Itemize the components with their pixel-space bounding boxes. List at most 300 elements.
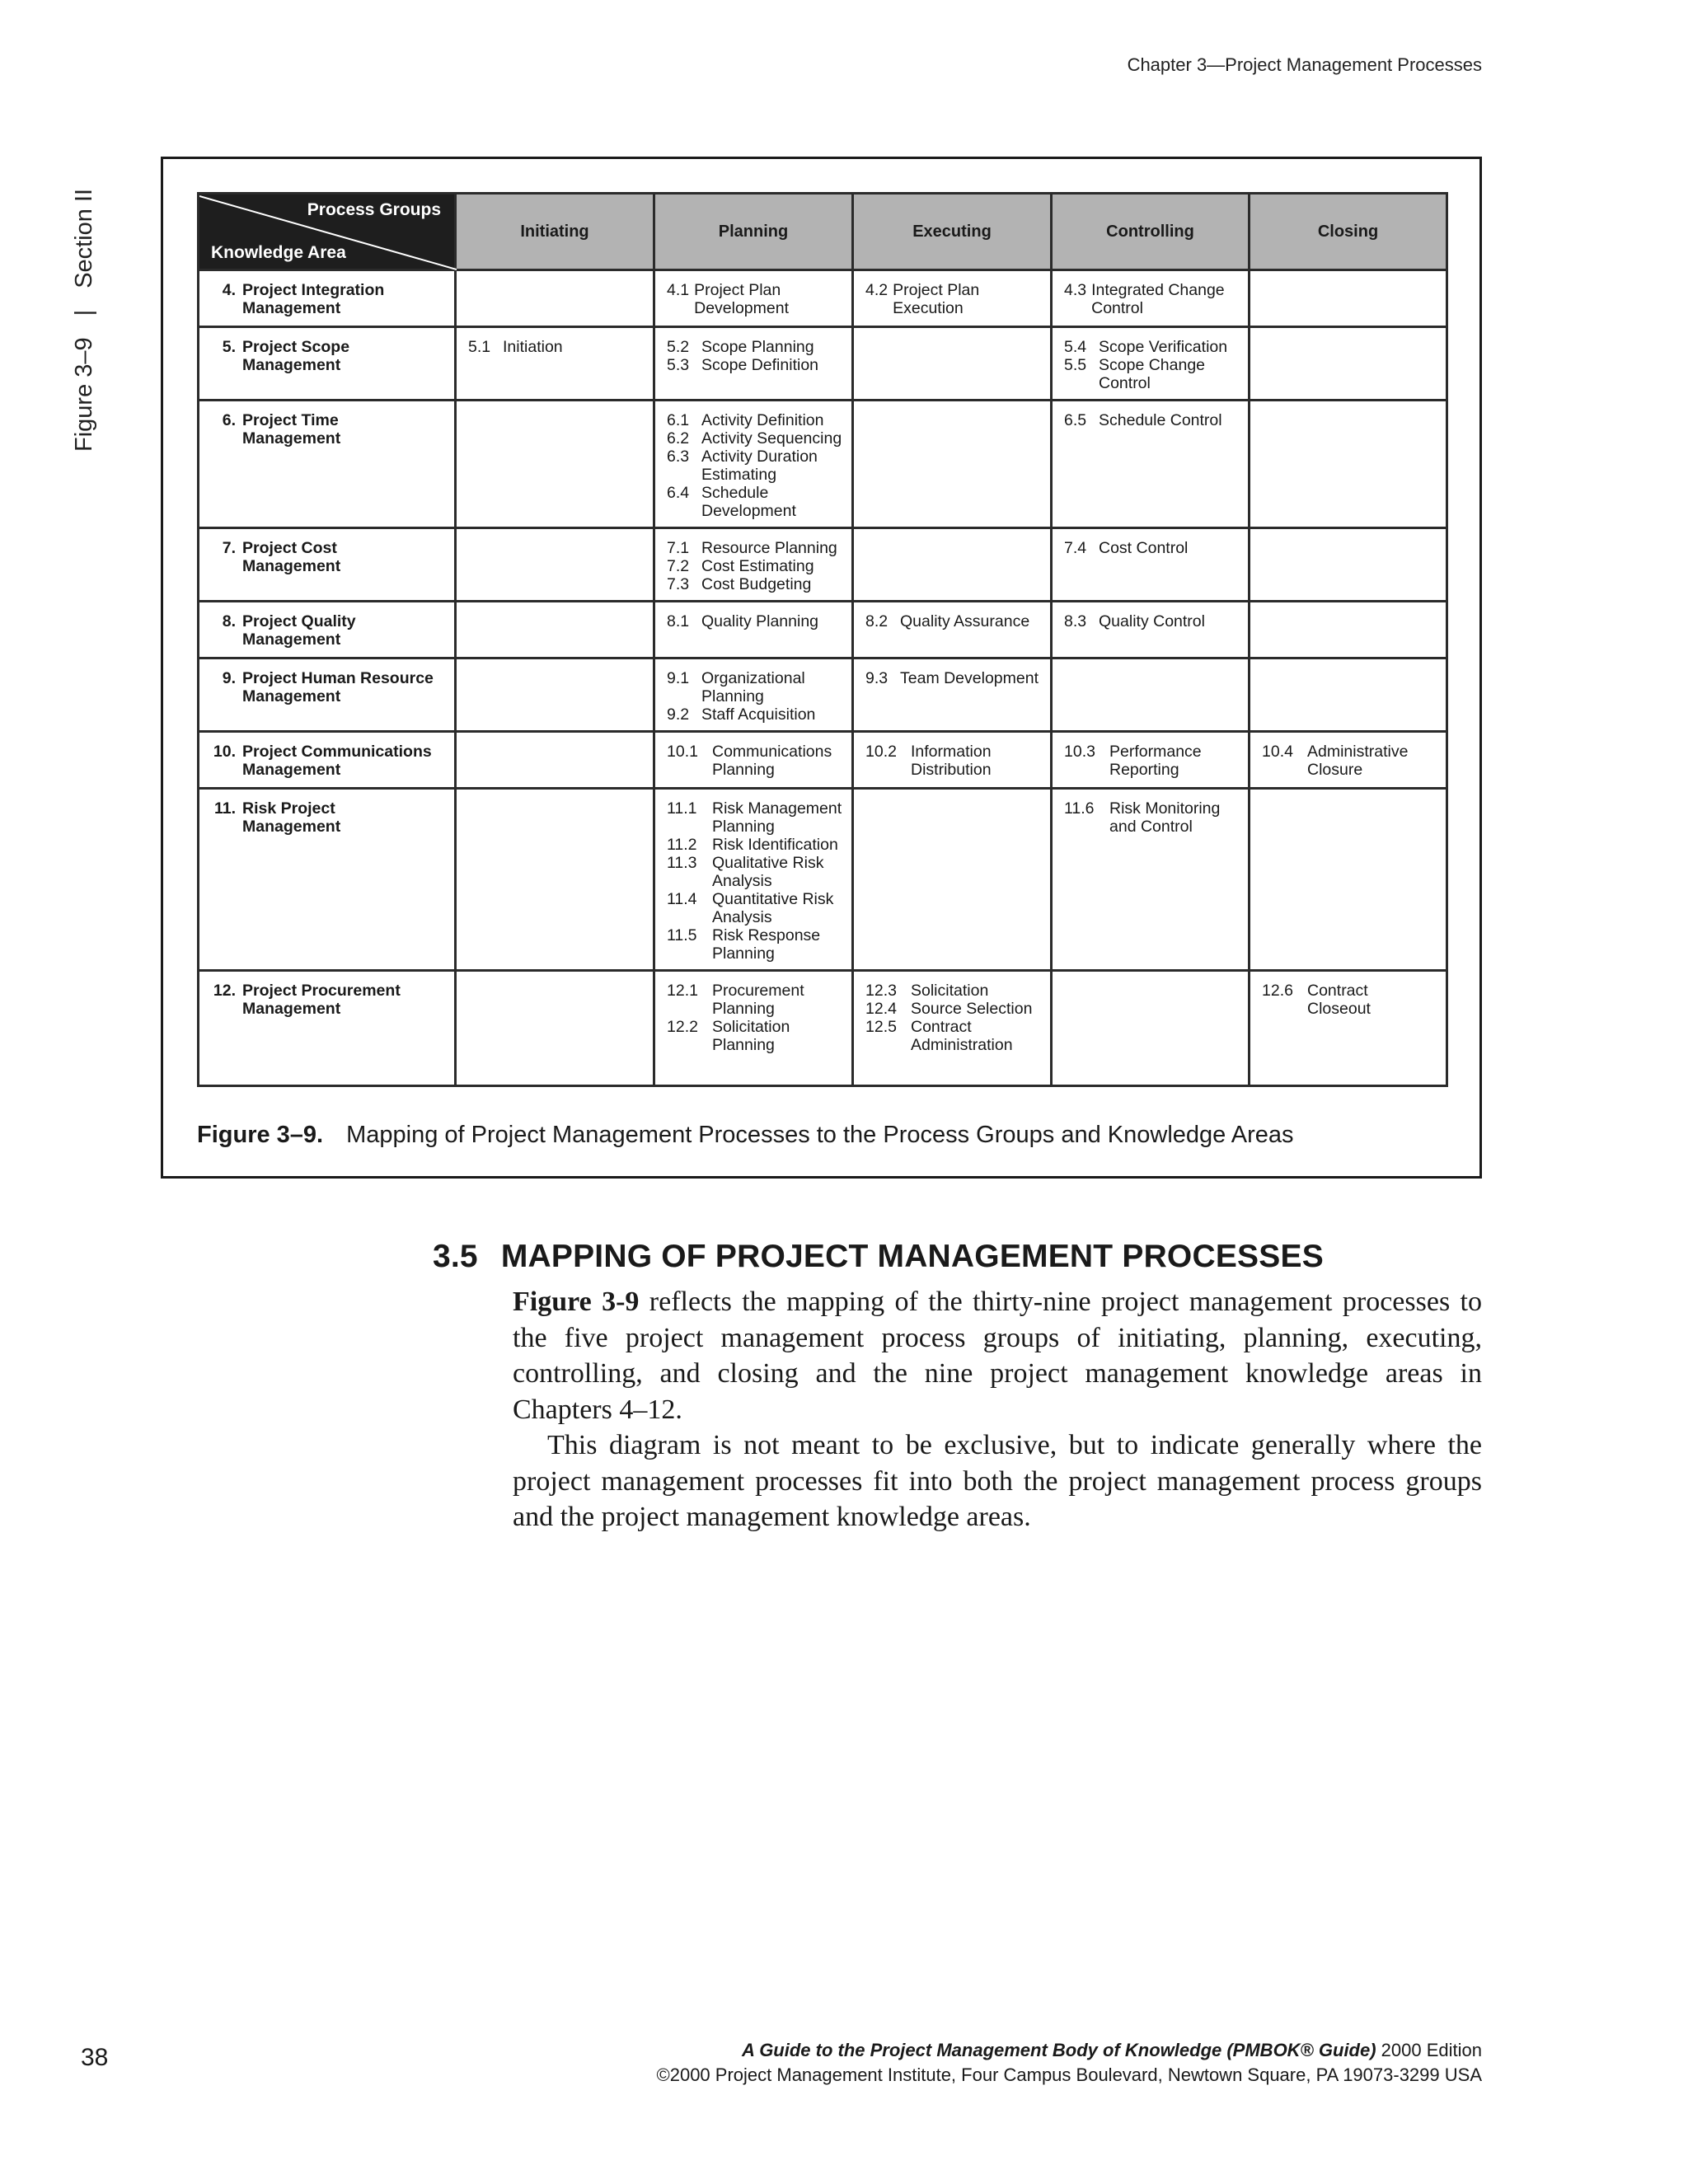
- knowledge-area-label: [211, 411, 446, 448]
- process-cell: [1052, 658, 1250, 732]
- process-name: [1109, 743, 1240, 779]
- process-name: [1307, 743, 1437, 779]
- process-cell: [1250, 270, 1447, 327]
- process-cell: [1250, 401, 1447, 528]
- process-name-line: Planning: [712, 818, 775, 836]
- process-name-line: Cost Budgeting: [701, 575, 812, 593]
- process-item: [1064, 356, 1240, 392]
- process-number: 5.5: [1064, 356, 1087, 374]
- process-name-line: Staff Acquisition: [701, 705, 816, 724]
- process-name-line: Analysis: [712, 908, 772, 926]
- process-name-line: Planning: [712, 1036, 775, 1054]
- knowledge-area-number: 9.: [222, 669, 236, 687]
- process-name-line: Risk Monitoring: [1109, 799, 1221, 818]
- process-name-line: Solicitation: [712, 1018, 790, 1036]
- process-name-line: Activity Definition: [701, 411, 824, 429]
- process-name-line: Qualitative Risk: [712, 854, 824, 872]
- knowledge-area-name: [242, 612, 356, 649]
- process-item: [667, 575, 843, 593]
- knowledge-area-label: [211, 799, 446, 836]
- process-name-line: Organizational: [701, 669, 805, 687]
- knowledge-area-label: [211, 612, 446, 649]
- process-number: 7.1: [667, 539, 690, 557]
- process-name-line: Communications: [712, 743, 832, 761]
- process-cell: [1052, 789, 1250, 971]
- process-number: 8.3: [1064, 612, 1087, 630]
- knowledge-area-name-line: Management: [242, 1000, 341, 1018]
- process-cell: [853, 789, 1052, 971]
- process-item: [667, 1018, 843, 1054]
- process-number: 11.2: [667, 836, 697, 854]
- process-name: [701, 356, 843, 374]
- body-text: [513, 1284, 1482, 1535]
- process-name: [712, 799, 843, 836]
- knowledge-area-number: 4.: [222, 281, 236, 299]
- process-item: [1064, 539, 1240, 557]
- process-item: [667, 743, 843, 779]
- process-name: [701, 338, 843, 356]
- process-name-line: Team Development: [900, 669, 1039, 687]
- footer-book-title: A Guide to the Project Management Body of Knowledge (PMBOK® Guide): [742, 2040, 1376, 2060]
- process-number: 12.5: [865, 1018, 897, 1036]
- process-number: 10.3: [1064, 743, 1095, 761]
- process-name-line: Quality Planning: [701, 612, 819, 630]
- process-name: [900, 669, 1042, 687]
- process-name-line: Execution: [893, 299, 964, 317]
- knowledge-area-name-line: Project Communications: [242, 743, 432, 761]
- process-number: 4.1: [667, 281, 690, 299]
- process-name-line: Solicitation: [911, 982, 989, 1000]
- knowledge-area-row: [199, 789, 1447, 971]
- process-name-line: and Control: [1109, 818, 1193, 836]
- process-groups-header-row: [199, 194, 1447, 270]
- knowledge-area-name-line: Project Quality: [242, 612, 356, 630]
- process-item: [667, 982, 843, 1018]
- process-number: 9.1: [667, 669, 690, 687]
- process-cell: [456, 789, 654, 971]
- process-name-line: Schedule: [701, 484, 769, 502]
- process-name-line: Estimating: [701, 466, 777, 484]
- process-name: [911, 1000, 1042, 1018]
- process-cell: [1052, 528, 1250, 602]
- process-name: [1109, 799, 1240, 836]
- process-name-line: Distribution: [911, 761, 992, 779]
- process-cell: [456, 658, 654, 732]
- process-number: 4.3: [1064, 281, 1087, 299]
- process-item: [865, 669, 1042, 687]
- process-name: [701, 448, 843, 484]
- process-name-line: Source Selection: [911, 1000, 1033, 1018]
- figure-caption-text: Mapping of Project Management Processes to the Process Groups and Knowledge Areas: [346, 1122, 1294, 1148]
- process-item: [468, 338, 645, 356]
- process-cell: [456, 270, 654, 327]
- process-item: [865, 1018, 1042, 1054]
- knowledge-area-cell: [199, 401, 456, 528]
- process-cell: [654, 732, 853, 789]
- process-name: [701, 612, 843, 630]
- knowledge-area-name-line: Management: [242, 356, 341, 374]
- knowledge-area-row: [199, 401, 1447, 528]
- process-name-line: Planning: [712, 1000, 775, 1018]
- process-cell: [853, 658, 1052, 732]
- knowledge-area-name: [242, 338, 349, 374]
- process-cell: [654, 971, 853, 1086]
- process-name-line: Procurement: [712, 982, 804, 1000]
- knowledge-area-name: [242, 799, 340, 836]
- process-cell: [654, 602, 853, 658]
- process-cell: [1250, 327, 1447, 401]
- body-paragraph: [513, 1284, 1482, 1427]
- corner-knowledge-area-label: Knowledge Area: [211, 243, 346, 262]
- knowledge-area-name-line: Project Time: [242, 411, 339, 429]
- process-cell: [1250, 789, 1447, 971]
- process-name: [900, 612, 1042, 630]
- process-item: [667, 926, 843, 963]
- process-name: [712, 854, 843, 890]
- knowledge-area-number: 12.: [213, 982, 236, 1000]
- figure-caption-number: Figure 3–9.: [197, 1122, 324, 1148]
- knowledge-area-name-line: Management: [242, 818, 341, 836]
- knowledge-area-name-line: Management: [242, 299, 341, 317]
- process-item: [1064, 799, 1240, 836]
- process-name: [712, 926, 843, 963]
- knowledge-area-number: 11.: [213, 799, 236, 818]
- knowledge-area-name-line: Project Cost: [242, 539, 337, 557]
- process-name-line: Development: [694, 299, 790, 317]
- process-number: 10.4: [1262, 743, 1293, 761]
- knowledge-area-name-line: Risk Project: [242, 799, 335, 818]
- process-number: 8.2: [865, 612, 889, 630]
- process-name-line: Development: [701, 502, 796, 520]
- process-name-line: Initiation: [503, 338, 563, 356]
- process-number: 12.2: [667, 1018, 698, 1036]
- knowledge-area-name: [242, 669, 434, 705]
- process-name: [911, 1018, 1042, 1054]
- process-number: 9.2: [667, 705, 690, 724]
- process-cell: [1250, 658, 1447, 732]
- process-cell: [1052, 971, 1250, 1086]
- process-name: [701, 575, 843, 593]
- process-name-line: Closure: [1307, 761, 1363, 779]
- process-cell: [654, 528, 853, 602]
- footer: [657, 2038, 1482, 2088]
- process-name-line: Risk Response: [712, 926, 821, 944]
- process-name-line: Integrated Change: [1091, 281, 1225, 299]
- process-item: [667, 411, 843, 429]
- figure-reference: Figure 3-9: [513, 1286, 640, 1317]
- process-name: [712, 743, 843, 779]
- footer-line-2: ©2000 Project Management Institute, Four Campus Boulevard, Newtown Square, PA 19073-3299 USA: [656, 2064, 1482, 2085]
- process-name: [1099, 356, 1240, 392]
- knowledge-area-cell: [199, 327, 456, 401]
- process-name: [712, 982, 843, 1018]
- process-name-line: Planning: [712, 761, 775, 779]
- process-name-line: Control: [1091, 299, 1143, 317]
- process-cell: [654, 327, 853, 401]
- knowledge-area-name-line: Management: [242, 429, 341, 448]
- process-name-line: Schedule Control: [1099, 411, 1222, 429]
- knowledge-area-number: 6.: [222, 411, 236, 429]
- process-cell: [1052, 401, 1250, 528]
- process-name: [1307, 982, 1437, 1018]
- process-name-line: Scope Verification: [1099, 338, 1228, 356]
- process-cell: [456, 732, 654, 789]
- process-number: 11.5: [667, 926, 697, 944]
- knowledge-area-name-line: Project Integration: [242, 281, 385, 299]
- process-name-line: Planning: [701, 687, 764, 705]
- process-name-line: Contract: [911, 1018, 972, 1036]
- process-cell: [654, 658, 853, 732]
- process-cell: [853, 270, 1052, 327]
- process-name-line: Quantitative Risk: [712, 890, 834, 908]
- process-item: [667, 669, 843, 705]
- process-name: [712, 836, 843, 854]
- process-item: [1064, 338, 1240, 356]
- process-cell: [456, 971, 654, 1086]
- knowledge-area-cell: [199, 971, 456, 1086]
- process-item: [865, 1000, 1042, 1018]
- body-paragraph: This diagram is not meant to be exclusive, but to indicate generally where the project management processes fit into both the project management process groups and the project management knowledge areas.: [513, 1430, 1482, 1532]
- section-number: 3.5: [433, 1239, 478, 1274]
- paragraph-text: reflects the mapping of the thirty-nine project management processes to the five project management process groups of initiating, planning, executing, controlling, and closing and the nine project management knowledge areas in Chapters 4–12.: [513, 1286, 1483, 1425]
- process-name: [701, 411, 843, 429]
- knowledge-area-cell: [199, 658, 456, 732]
- process-number: 6.2: [667, 429, 690, 448]
- process-cell: [1052, 270, 1250, 327]
- process-number: 11.3: [667, 854, 697, 872]
- knowledge-area-row: [199, 658, 1447, 732]
- process-name: [701, 539, 843, 557]
- process-name-line: Analysis: [712, 872, 772, 890]
- process-number: 9.3: [865, 669, 889, 687]
- side-tab-divider: |: [71, 309, 97, 316]
- process-name-line: Project Plan: [893, 281, 980, 299]
- process-name: [694, 281, 843, 317]
- process-group-header: Controlling: [1052, 194, 1250, 270]
- knowledge-area-name: [242, 411, 340, 448]
- process-number: 11.4: [667, 890, 697, 908]
- process-cell: [1250, 602, 1447, 658]
- process-name: [701, 429, 843, 448]
- process-cell: [654, 270, 853, 327]
- knowledge-area-number: 8.: [222, 612, 236, 630]
- process-item: [667, 338, 843, 356]
- process-name: [503, 338, 645, 356]
- process-name: [701, 669, 843, 705]
- process-item: [667, 854, 843, 890]
- process-group-header: Initiating: [456, 194, 654, 270]
- process-name-line: Scope Change: [1099, 356, 1206, 374]
- process-cell: [853, 327, 1052, 401]
- footer-line-1: [657, 2038, 1482, 2063]
- section-title: MAPPING OF PROJECT MANAGEMENT PROCESSES: [500, 1239, 1324, 1274]
- page-number: 38: [81, 2044, 109, 2071]
- process-name-line: Project Plan: [694, 281, 781, 299]
- process-name: [1099, 612, 1240, 630]
- process-item: [667, 799, 843, 836]
- knowledge-area-number: 10.: [213, 743, 236, 761]
- process-item: [667, 557, 843, 575]
- process-item: [865, 612, 1042, 630]
- process-name: [712, 890, 843, 926]
- process-number: 7.3: [667, 575, 690, 593]
- table-corner-header: [199, 194, 456, 270]
- knowledge-area-row: [199, 270, 1447, 327]
- process-number: 11.1: [667, 799, 697, 818]
- process-cell: [456, 401, 654, 528]
- knowledge-area-label: [211, 743, 446, 779]
- process-number: 12.4: [865, 1000, 897, 1018]
- side-tab-figure: Figure 3–9: [71, 337, 97, 452]
- process-item: [667, 539, 843, 557]
- process-cell: [1250, 732, 1447, 789]
- process-cell: [654, 401, 853, 528]
- knowledge-area-name-line: Management: [242, 557, 341, 575]
- figure-frame: [161, 157, 1482, 1179]
- knowledge-area-name: [242, 281, 384, 317]
- process-name: [893, 281, 1042, 317]
- process-number: 7.2: [667, 557, 690, 575]
- process-number: 6.5: [1064, 411, 1087, 429]
- footer-edition: 2000 Edition: [1376, 2040, 1482, 2060]
- process-group-header: Planning: [654, 194, 853, 270]
- knowledge-area-row: [199, 528, 1447, 602]
- process-name-line: Scope Definition: [701, 356, 819, 374]
- process-cell: [1250, 971, 1447, 1086]
- process-name-line: Planning: [712, 944, 775, 963]
- process-name-line: Cost Control: [1099, 539, 1189, 557]
- process-number: 12.3: [865, 982, 897, 1000]
- process-number: 6.3: [667, 448, 690, 466]
- process-cell: [853, 528, 1052, 602]
- knowledge-area-label: [211, 539, 446, 575]
- process-item: [1064, 612, 1240, 630]
- process-name: [712, 1018, 843, 1054]
- process-cell: [853, 602, 1052, 658]
- process-number: 12.6: [1262, 982, 1293, 1000]
- process-name-line: Reporting: [1109, 761, 1179, 779]
- knowledge-area-label: [211, 338, 446, 374]
- process-number: 10.2: [865, 743, 897, 761]
- corner-process-groups-label: Process Groups: [307, 200, 441, 219]
- process-name-line: Closeout: [1307, 1000, 1371, 1018]
- process-number: 5.4: [1064, 338, 1087, 356]
- process-name-line: Quality Control: [1099, 612, 1205, 630]
- process-name-line: Activity Sequencing: [701, 429, 842, 448]
- process-number: 8.1: [667, 612, 690, 630]
- process-number: 4.2: [865, 281, 889, 299]
- process-number: 11.6: [1064, 799, 1095, 818]
- process-item: [667, 705, 843, 724]
- process-cell: [853, 401, 1052, 528]
- process-item: [1262, 982, 1437, 1018]
- knowledge-area-label: [211, 281, 446, 317]
- process-group-header: Executing: [853, 194, 1052, 270]
- process-name-line: Quality Assurance: [900, 612, 1030, 630]
- knowledge-area-row: [199, 327, 1447, 401]
- process-item: [667, 836, 843, 854]
- knowledge-area-name-line: Project Procurement: [242, 982, 401, 1000]
- process-number: 5.1: [468, 338, 491, 356]
- process-name-line: Administrative: [1307, 743, 1409, 761]
- process-item: [667, 356, 843, 374]
- knowledge-area-cell: [199, 789, 456, 971]
- knowledge-area-row: [199, 971, 1447, 1086]
- knowledge-area-number: 7.: [222, 539, 236, 557]
- process-item: [1064, 411, 1240, 429]
- process-cell: [1250, 528, 1447, 602]
- process-item: [667, 429, 843, 448]
- knowledge-area-cell: [199, 270, 456, 327]
- running-head: Chapter 3—Project Management Processes: [1127, 54, 1482, 75]
- knowledge-area-label: [211, 669, 446, 705]
- process-name: [1099, 539, 1240, 557]
- process-name-line: Risk Management: [712, 799, 842, 818]
- process-cell: [456, 602, 654, 658]
- process-number: 5.3: [667, 356, 690, 374]
- process-mapping-table: [197, 192, 1448, 1087]
- process-name: [701, 484, 843, 520]
- process-cell: [1052, 732, 1250, 789]
- side-tab-section: Section II: [71, 188, 97, 288]
- process-number: 6.4: [667, 484, 690, 502]
- knowledge-area-number: 5.: [222, 338, 236, 356]
- knowledge-area-name: [242, 743, 432, 779]
- process-item: [667, 890, 843, 926]
- knowledge-area-cell: [199, 602, 456, 658]
- process-name: [911, 743, 1042, 779]
- process-number: 10.1: [667, 743, 698, 761]
- process-cell: [853, 971, 1052, 1086]
- knowledge-area-name-line: Management: [242, 630, 341, 649]
- process-item: [1064, 743, 1240, 779]
- knowledge-area-row: [199, 732, 1447, 789]
- process-item: [1064, 281, 1240, 317]
- process-item: [865, 281, 1042, 317]
- process-item: [667, 281, 843, 317]
- knowledge-area-name-line: Project Scope: [242, 338, 350, 356]
- process-item: [865, 982, 1042, 1000]
- table-body: [199, 270, 1447, 1086]
- process-cell: [1052, 602, 1250, 658]
- process-name: [701, 557, 843, 575]
- process-name-line: Risk Identification: [712, 836, 838, 854]
- process-name-line: Cost Estimating: [701, 557, 814, 575]
- process-name-line: Activity Duration: [701, 448, 818, 466]
- process-name-line: Contract: [1307, 982, 1368, 1000]
- knowledge-area-row: [199, 602, 1447, 658]
- process-number: 12.1: [667, 982, 698, 1000]
- process-item: [667, 612, 843, 630]
- side-tab: [71, 189, 98, 452]
- process-name: [1099, 411, 1240, 429]
- process-item: [1262, 743, 1437, 779]
- process-name: [1091, 281, 1240, 317]
- process-name-line: Performance: [1109, 743, 1202, 761]
- process-cell: [1052, 327, 1250, 401]
- section-heading: [433, 1239, 1324, 1275]
- process-item: [667, 484, 843, 520]
- knowledge-area-cell: [199, 732, 456, 789]
- process-name-line: Scope Planning: [701, 338, 814, 356]
- knowledge-area-name: [242, 982, 401, 1018]
- process-name: [911, 982, 1042, 1000]
- process-number: 6.1: [667, 411, 690, 429]
- knowledge-area-cell: [199, 528, 456, 602]
- process-name-line: Resource Planning: [701, 539, 837, 557]
- knowledge-area-name-line: Project Human Resource: [242, 669, 434, 687]
- process-item: [667, 448, 843, 484]
